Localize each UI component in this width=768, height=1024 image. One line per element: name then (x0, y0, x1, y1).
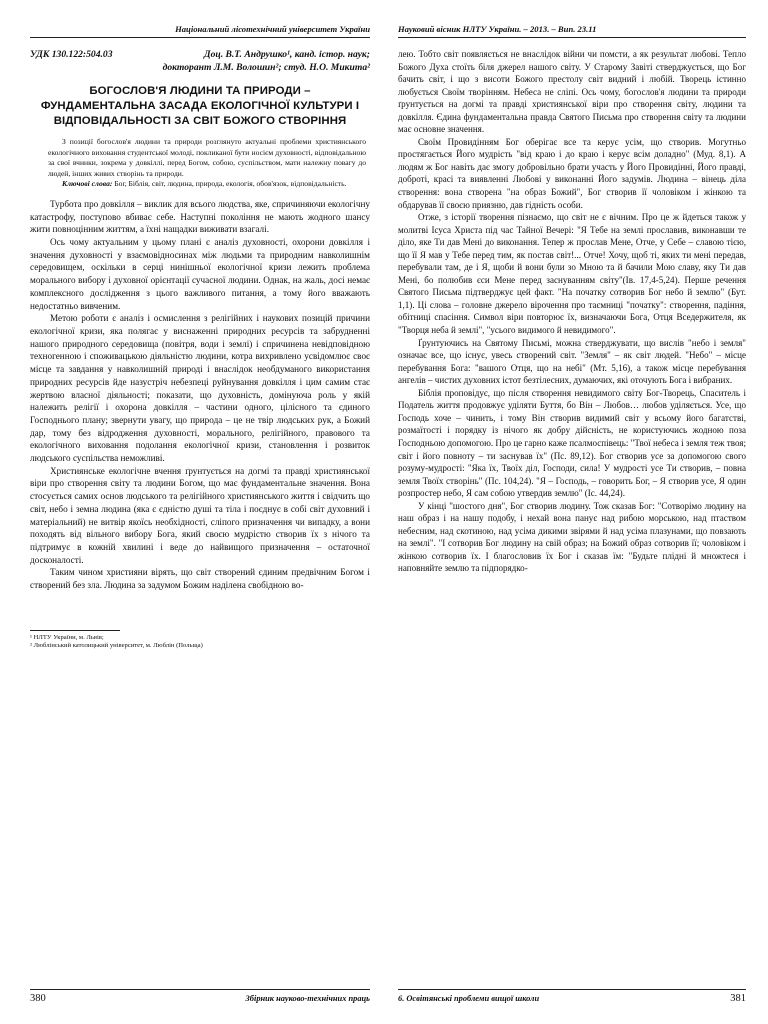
left-body (30, 198, 370, 592)
keywords-label: Ключові слова: (62, 179, 113, 189)
right-body (398, 48, 746, 575)
body-paragraph: Таким чином християни вірять, що світ створений єдиним предвічним Богом і створений без зла. Людина за задумом Божим наділена свобідною во- (30, 567, 370, 591)
footnote-rule (30, 630, 120, 631)
page-number: 380 (30, 993, 46, 1004)
body-paragraph: лею. Тобто світ появляється не внаслідок війни чи помсти, а як результат любові. Тепло Божого Духа стоїть біля джерел нашого світу. У Старому Завіті стверджується, що Бог бачить світ, і що з висоти Божого престолу світ видний і любій. Творець істинно любується Своїм творінням. Небеса не сліпі. Ось чому, богослов'я людини та природи ґрунтується на догмі та правді християнської віри про створення світу, людини та довкілля. Єдина фундаментальна правда Святого Письма про створення світу та людини має основне значення. (398, 49, 746, 135)
right-page (384, 0, 768, 1024)
authors-line-1: Доц. В.Т. Андрушко¹, канд. істор. наук; (204, 49, 370, 60)
footnote: ¹ НЛТУ України, м. Львів; (30, 633, 104, 641)
footer-title: 6. Освітянські проблеми вищої школи (398, 994, 540, 1003)
body-paragraph: Турбота про довкілля – виклик для всього людства, яке, спричиняючи екологічну катастрофу, поступово вбиває себе. Наступні покоління не мають жодного шансу жити повноцінним життям, а їхні нащадки виживати взагалі. (30, 198, 370, 235)
body-paragraph: Християнське екологічне вчення ґрунтується на догмі та правді християнської віри про створення світу та людини Богом, що має фундаментальне значення. Вона стосується самих основ людського та релігійного християнського життя і свідчить що світ, небо і земна людина (яка є єдністю душі та тіла і поєднує в собі світ духовний і матеріальний) не витвір якоїсь необхідності, сліпого призначення чи випадку, а вони походять від вільного вибору Бога, який своєю мудрістю створив їх з нічого та підтримує в кожній хвилині і веде до найвищого призначення – остаточної досконалості. (30, 465, 370, 565)
udk-author-line (30, 48, 370, 61)
footnote: ² Люблінський католицький університет, м. Люблін (Польща) (30, 642, 203, 650)
body-paragraph: У кінці "шостого дня", Бог створив людину. Тож сказав Бог: "Сотворімо людину на наш образ і на нашу подобу, і нехай вона панує над рибою морською, над птаством небесним, над скотиною, над усіма дикими звірями й над усіма плазунами, що повзають на землі". "І сотворив Бог людину на свій образ; на Божий образ сотворив її; чоловіком і жінкою сотворив їх. І благословив їх Бог і сказав їм: "Будьте плідні й множтеся і наповняйте землю та підпорядко- (398, 500, 746, 574)
body-paragraph: Метою роботи є аналіз і осмислення з релігійних і наукових позицій причини екологічної кризи, яка полягає у виснаженні природних ресурсів та забрудненні нашого природного середовища (повітря, води і землі) і спричинена невідповідною техногенною і споживацькою діяльністю людини, котра вихривлено усвідомлює своє місце та завдання у навколишній природі і внаслідок необдуманого використання природних ресурсів йде назустріч небезпеці руйнування довкілля і цим самим стає жертвою власної діяльності; показати, що духовність, домінуюча роль у якій належить релігії і охорона довкілля – частини одного, цілісного та єдиного Господнього плану; звернути увагу, що природа – це не твір людських рук, а Божий дар, тому без відродження духовності, морального, релігійного, правового та екологічного виховання подолання екологічної кризи, становлення і розвиток людського суспільства неможливі. (30, 313, 370, 464)
keywords (48, 179, 366, 190)
footer-title: Збірник науково-технічних праць (245, 994, 370, 1003)
body-paragraph: Своїм Провидінням Бог оберігає все та керує усім, що створив. Могутньо простягається Його мудрість "від краю і до краю і керує всім доладно" (Муд. 8,1). А людям ж Бог навіть дає змогу добровільно брати участь у Його Провидінні, Його правді, доброті, красі та виявленні Любові у виконанні Його задумів. Людина – вінець діла створення: вона створена "на образ Божий", Бог створив її чоловіком і жінкою та обдарував її своєю приязню, дав гідність особи. (398, 136, 746, 210)
right-running-head: Науковий вісник НЛТУ України. – 2013. – Вип. 23.11 (398, 24, 746, 38)
body-paragraph: Отже, з історії творення пізнаємо, що світ не є вічним. Про це ж йдеться також у молитві Ісуса Христа під час Тайної Вечері: "Я Тебе на землі прославив, виконавши те діло, яке Ти дав Мені до виконання. Тепер ж прослав Мене, Отче, у Себе – славою тією, що її Я мав у Тебе перед тим, як постав світ!... Отче! Хочу, щоб ті, яких ти мені передав, перебували там, де і Я, щоби й вони були зо Мною та й бачили Мою славу, яку Ти дав Мені, бо полюбив єси Мене перед заснуванням світу"(Ів. 17,4-5,24). Перше речення Святого Письма підтверджує цей факт. "На початку сотворив Бог небо й землю" (Бут. 1,1). Ці слова – головне джерело вірочення про таємниці "початку": створення, падіння, обітниці спасіння. Символ віри повторює їх, визначаючи Бога, Отця Вседержителя, як "Творця неба й землі", "усього видимого й невидимого". (398, 212, 746, 336)
article-title: БОГОСЛОВ'Я ЛЮДИНИ ТА ПРИРОДИ – ФУНДАМЕНТАЛЬНА ЗАСАДА ЕКОЛОГІЧНОЇ КУЛЬТУРИ І ВІДПОВІДАЛЬНОСТІ ЗА СВІТ БОЖОГО СТВОРІННЯ (40, 85, 360, 127)
abstract: З позиції богослов'я людини та природи розглянуто актуальні проблеми християнського екологічного виховання студентської молоді, покликаної бути носієм духовності, відповідальною за свої вчинки, зокрема у довкіллі, перед Богом, собою, суспільством, мати належну повагу до людей, інших живих створінь та природи. (48, 137, 366, 178)
left-footer (30, 989, 370, 1004)
body-paragraph: Біблія проповідує, що після створення невидимого світу Бог-Творець, Спаситель і Податель життя продовжує уділяти Буття, бо Він – Любов… любов уділяється. Усе, що Господь хоче – чинить, і тому Він створив видимий світ у всьому його багатстві, розмаїтості і порядку із нічого як добру дійсність, не користуючись жодною поза Господньою допомогою. Про це гарно каже псалмоспівець: "Твої небеса і земля теж твоя; світ і його повноту – ти заснував їх" (Пс. 89,12). Бог створив усе за допомогою свого розуму-мудрості: "Яка їх, Твоїх діл, Господи, сила! У мудрості усе Ти створив, – повна земля Твоїх створінь" (Пс. 104,24). "Я – Господь, – говорить Бог, – Я створив усе, Я один розпростер небо, Я сам собою утвердив землю" (Іс. 44,24). (398, 387, 746, 499)
authors-line-2: докторант Л.М. Волошин²; студ. Н.О. Микита² (162, 62, 370, 73)
body-paragraph: Ось чому актуальним у цьому плані є аналіз духовності, охорони довкілля і значення духовності у взаємовідносинах між людьми та природним навколишнім середовищем, оскільки в серцi нинішньої екологічної кризи лежить проблема морального вибору і духовної орієнтації сучасної людини. Однак, на жаль, досі немає комплексного дослідження з цього важливого питання, а тому його вважають недостатньо вивченим. (30, 237, 370, 311)
right-footer (398, 989, 746, 1004)
page-number: 381 (730, 993, 746, 1004)
body-paragraph: Ґрунтуючись на Святому Письмі, можна стверджувати, що вислів "небо і земля" означає все, що існує, увесь створений світ. "Земля" – як світ людей. "Небо" – місце перебування Бога: "вашого Отця, що на небі" (Мт. 5,16), а також місце перебування ангелів – чистих духовних істот безтілесних, думаючих, які оточують Бога і вибраних. (398, 337, 746, 386)
keywords-text: Бог, Біблія, світ, людина, природа, екологія, обов'язок, відповідальність. (114, 179, 347, 189)
left-running-head: Національний лісотехнічний університет України (30, 24, 370, 38)
udk-code: УДК 130.122:504.03 (30, 49, 113, 60)
